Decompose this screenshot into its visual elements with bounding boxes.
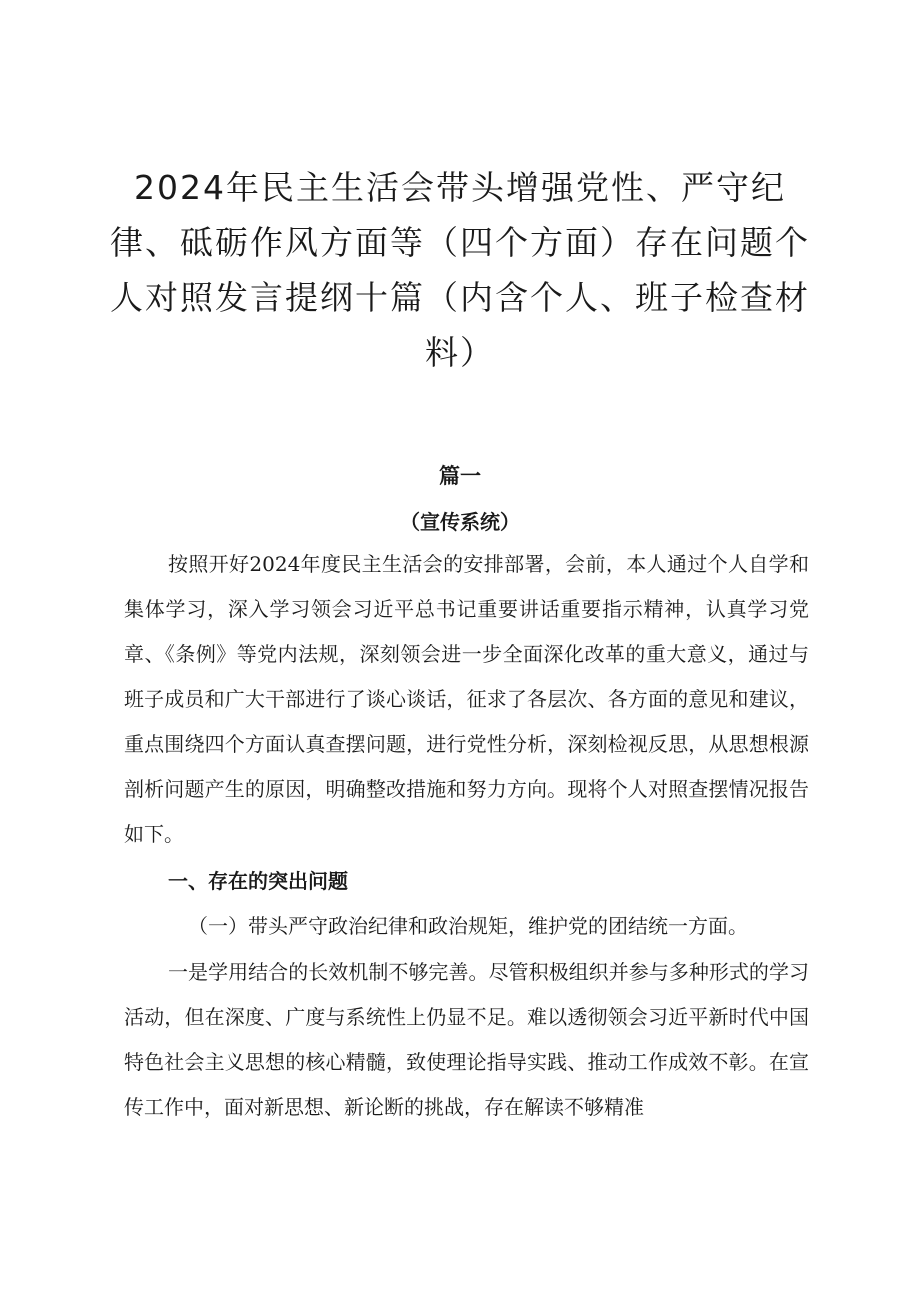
body-paragraph: 一是学用结合的长效机制不够完善。尽管积极组织并参与多种形式的学习活动，但在深度、广度与系统性上仍显不足。难以透彻领会习近平新时代中国特色社会主义思想的核心精髓，致使理论指导实践、推动工作成效不彰。在宣传工作中，面对新思想、新论断的挑战，存在解读不够精准	[124, 960, 809, 1119]
heading-level-2: （一）带头严守政治纪律和政治规矩，维护党的团结统一方面。	[188, 914, 748, 938]
section-subtitle: （宣传系统）	[400, 510, 520, 534]
intro-paragraph: 按照开好2024年度民主生活会的安排部署，会前，本人通过个人自学和集体学习，深入学习领会习近平总书记重要讲话重要指示精神，认真学习党章、《条例》等党内法规，深刻领会进一步全面深化改革的重大意义，通过与班子成员和广大干部进行了谈心谈话，征求了各层次、各方面的意见和建议，重点围绕四个方面认真查摆问题，进行党性分析，深刻检视反思，从思想根源剖析问题产生的原因，明确整改措施和努力方向。现将个人对照查摆情况报告如下。	[124, 552, 809, 846]
section-label: 篇一	[439, 464, 481, 488]
heading-level-1: 一、存在的突出问题	[168, 869, 348, 893]
document-title: 2024年民主生活会带头增强党性、严守纪律、砥砺作风方面等（四个方面）存在问题个人对照发言提纲十篇（内含个人、班子检查材料）	[110, 168, 810, 372]
